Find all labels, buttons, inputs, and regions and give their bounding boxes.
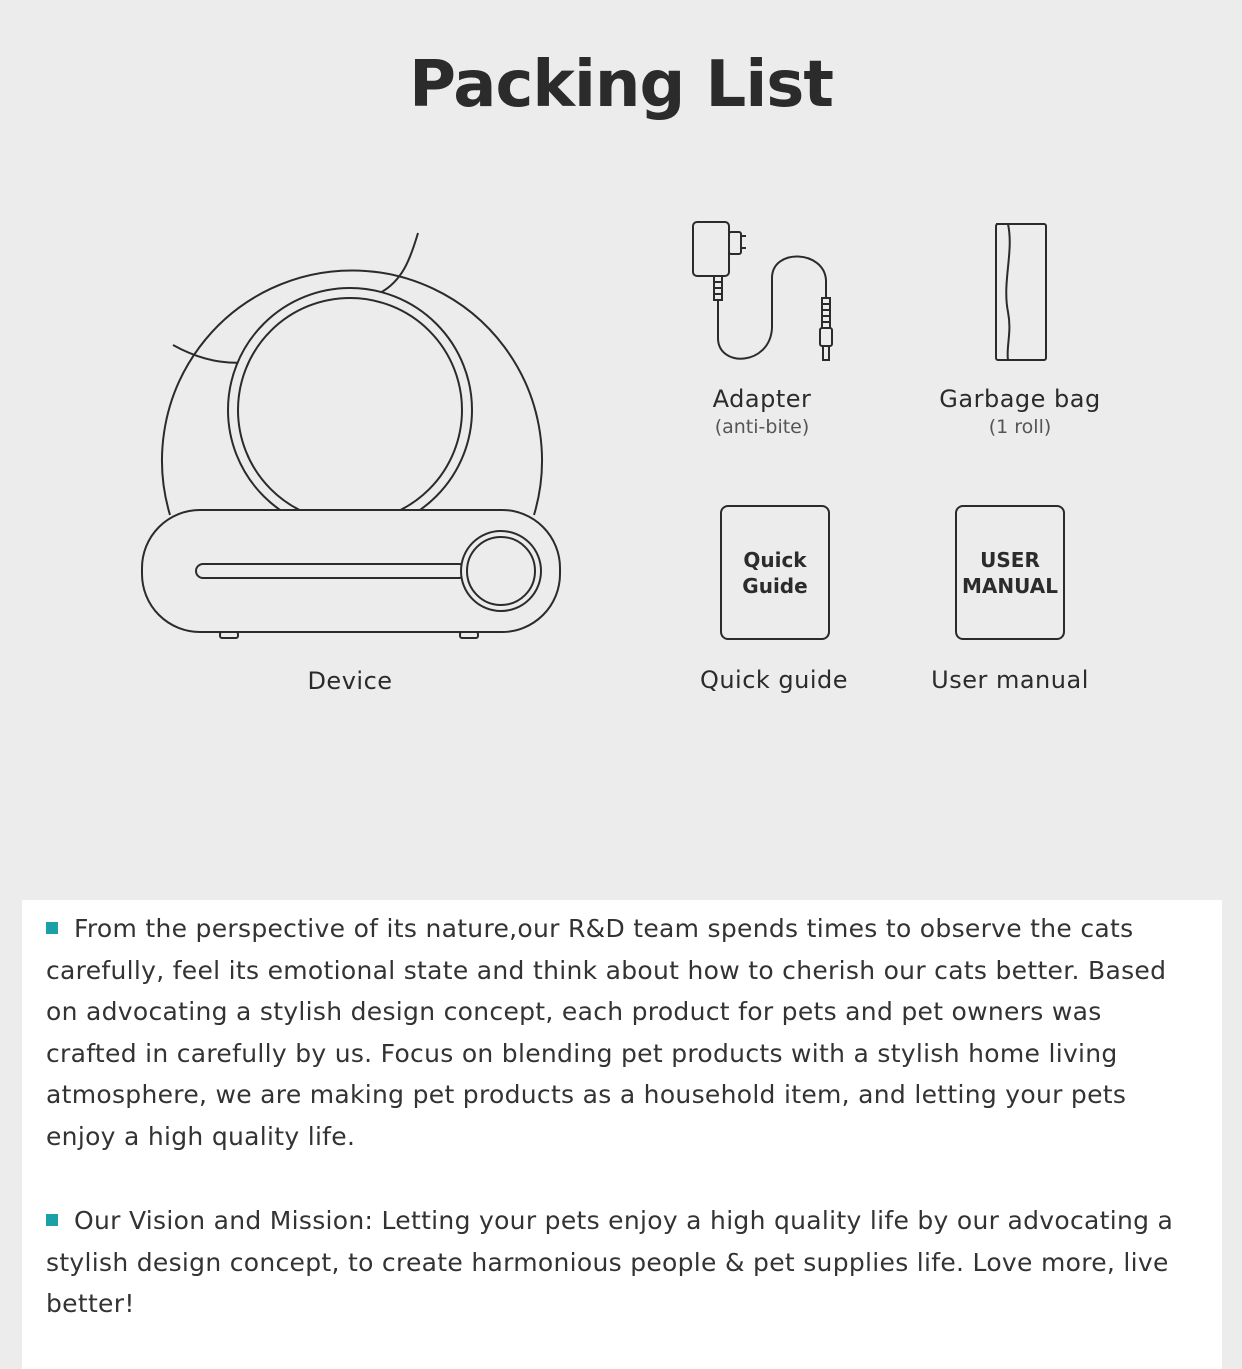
adapter-illustration (690, 218, 835, 368)
quick-guide-cover-line1: Quick (743, 547, 807, 572)
garbage-bag-label: Garbage bag (939, 385, 1101, 413)
paragraph-vision (46, 1200, 1196, 1325)
bullet-square-icon (46, 1214, 58, 1226)
adapter-label: Adapter (712, 385, 812, 413)
quick-guide-booklet (720, 505, 830, 640)
quick-guide-label: Quick guide (699, 666, 849, 694)
adapter-note: (anti-bite) (714, 416, 810, 438)
paragraph-nature-text: From the perspective of its nature,our R&D team spends times to observe the cats carefully, feel its emotional state and think about how to cherish our cats better. Based on advocating a stylish design concept, each product for pets and pet owners was crafted in carefully by us. Focus on blending pet products with a stylish home living atmosphere, we are making pet products as a household item, and letting your pets enjoy a high quality life. (46, 914, 1167, 1151)
user-manual-cover-line2: MANUAL (962, 573, 1058, 598)
bullet-square-icon (46, 922, 58, 934)
quick-guide-cover-line2: Guide (742, 573, 808, 598)
description-panel (22, 900, 1222, 1369)
user-manual-booklet (955, 505, 1065, 640)
device-label: Device (307, 667, 393, 695)
user-manual-label: User manual (931, 666, 1089, 694)
garbage-bag-note: (1 roll) (988, 416, 1052, 438)
paragraph-vision-text: Our Vision and Mission: Letting your pets enjoy a high quality life by our advocating a stylish design concept, to create harmonious people & pet supplies life. Love more, live better! (46, 1206, 1174, 1319)
device-illustration (140, 220, 564, 640)
paragraph-nature (46, 908, 1196, 1158)
user-manual-cover-line1: USER (980, 547, 1040, 572)
garbage-bag-illustration (994, 222, 1050, 364)
page-title: Packing List (409, 48, 833, 122)
